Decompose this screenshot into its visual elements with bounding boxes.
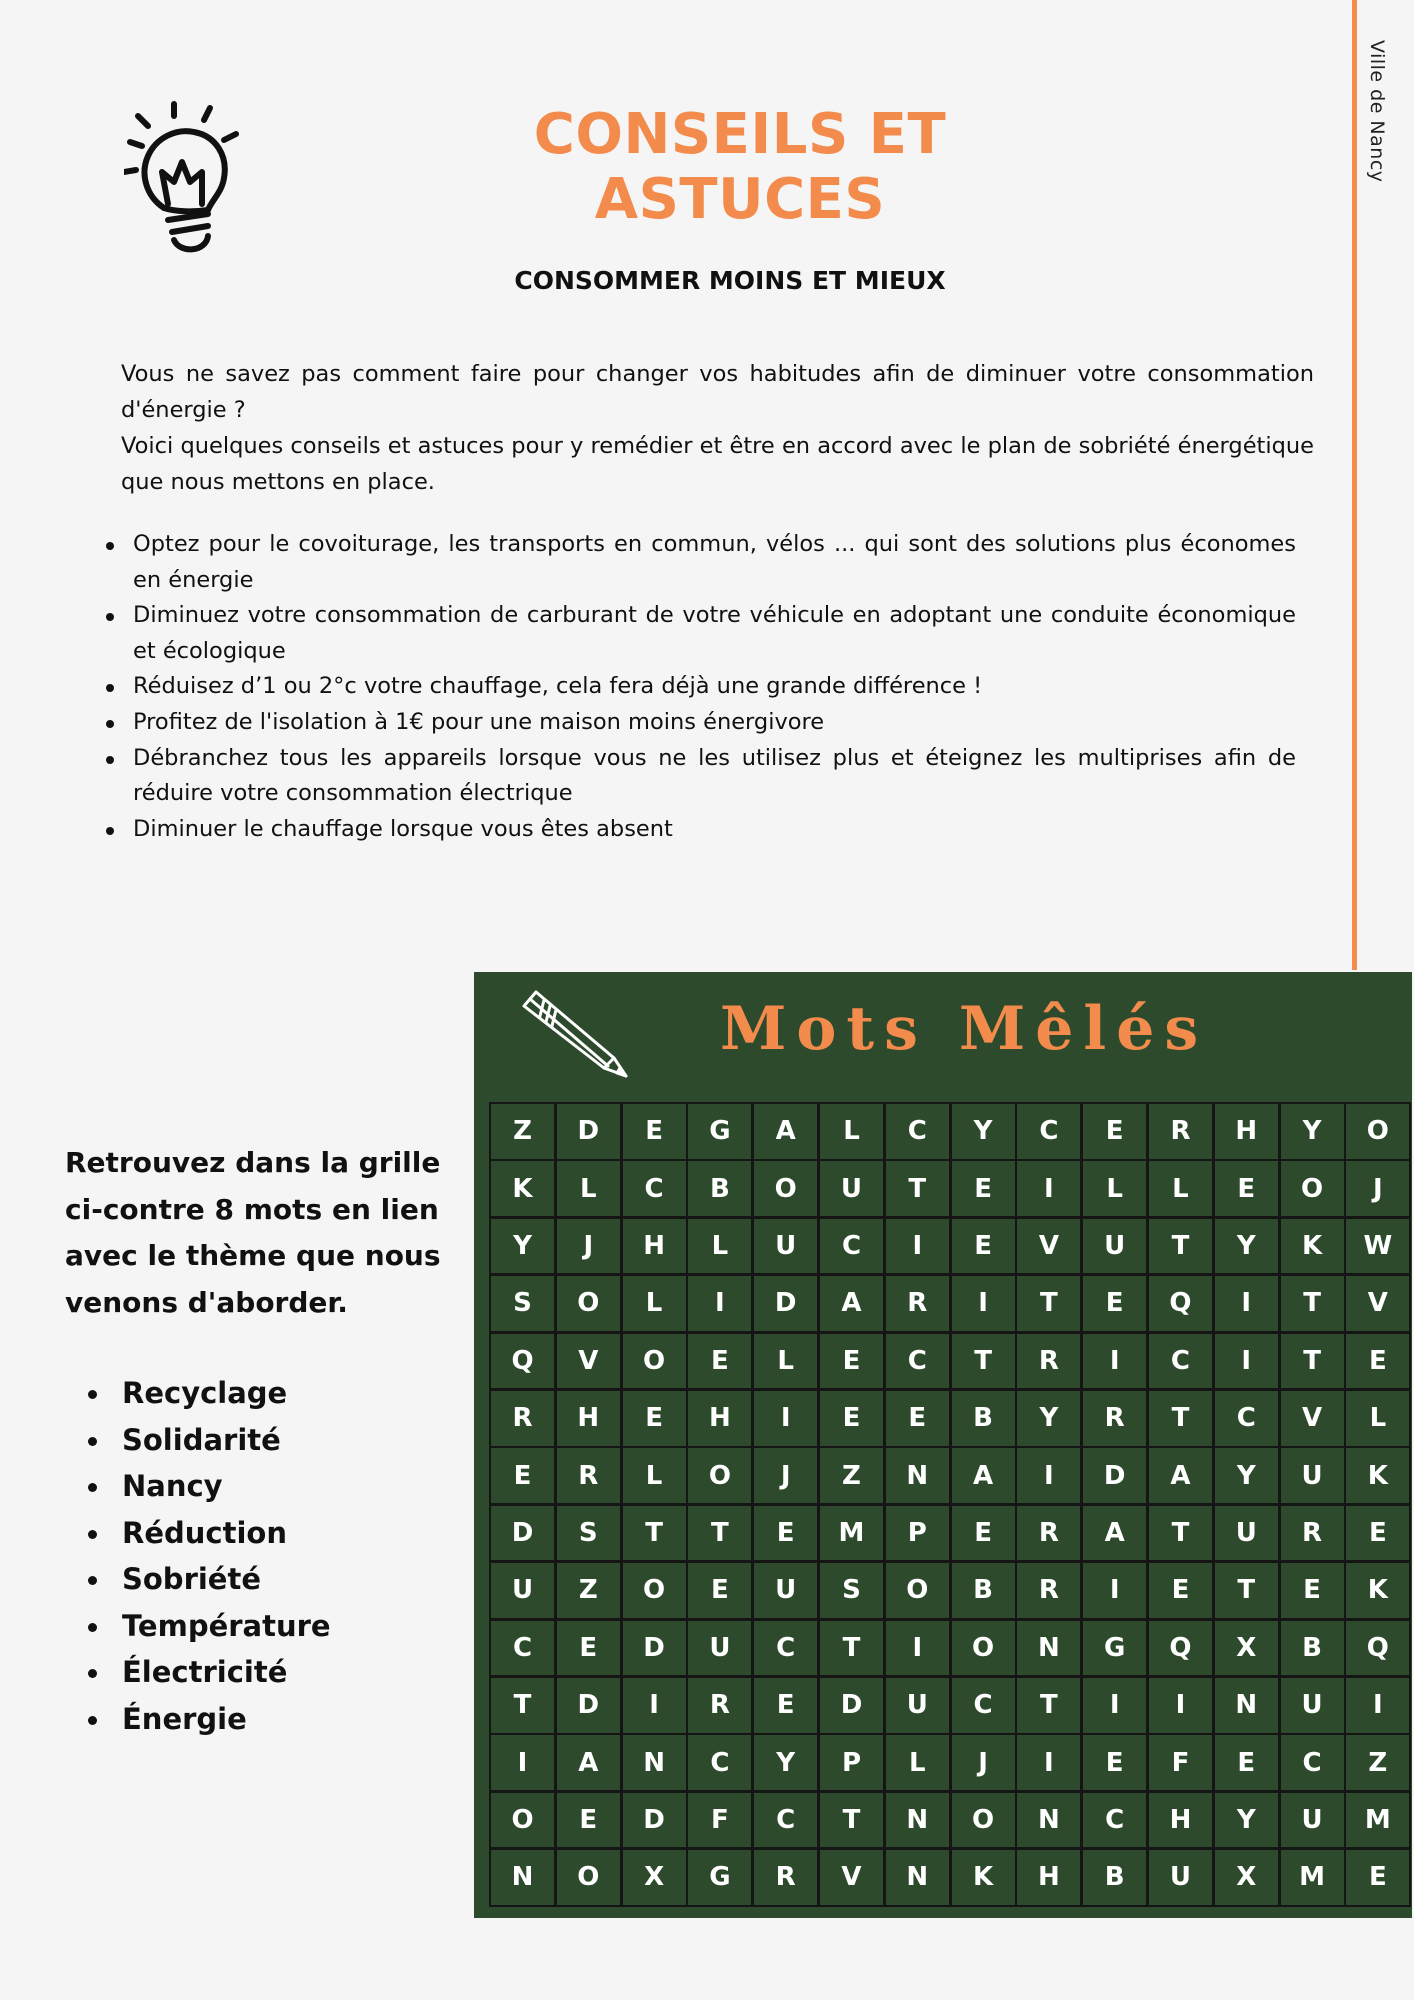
- grid-cell: E: [820, 1334, 883, 1389]
- grid-cell: N: [1017, 1621, 1080, 1676]
- grid-cell: E: [557, 1621, 620, 1676]
- grid-cell: U: [1281, 1793, 1344, 1848]
- grid-cell: U: [1149, 1850, 1212, 1905]
- tips-list: [100, 527, 1296, 847]
- grid-cell: L: [1346, 1391, 1409, 1446]
- grid-cell: T: [1281, 1276, 1344, 1331]
- grid-cell: E: [1083, 1735, 1146, 1790]
- grid-cell: L: [623, 1448, 686, 1503]
- grid-cell: U: [688, 1621, 751, 1676]
- word-list-item: Énergie: [88, 1696, 331, 1743]
- grid-cell: I: [754, 1391, 817, 1446]
- grid-cell: C: [1215, 1391, 1278, 1446]
- grid-cell: O: [1281, 1161, 1344, 1216]
- grid-cell: O: [623, 1563, 686, 1618]
- grid-cell: I: [886, 1219, 949, 1274]
- grid-cell: K: [952, 1850, 1015, 1905]
- grid-cell: E: [820, 1391, 883, 1446]
- grid-cell: H: [1215, 1104, 1278, 1159]
- grid-cell: V: [1281, 1391, 1344, 1446]
- grid-cell: V: [1017, 1219, 1080, 1274]
- grid-cell: T: [820, 1793, 883, 1848]
- grid-cell: K: [491, 1161, 554, 1216]
- grid-cell: A: [754, 1104, 817, 1159]
- grid-cell: T: [623, 1506, 686, 1561]
- grid-cell: C: [820, 1219, 883, 1274]
- grid-cell: F: [688, 1793, 751, 1848]
- grid-cell: D: [557, 1104, 620, 1159]
- grid-cell: I: [1215, 1334, 1278, 1389]
- grid-cell: M: [820, 1506, 883, 1561]
- grid-cell: E: [754, 1678, 817, 1733]
- section-subtitle: CONSOMMER MOINS ET MIEUX: [514, 266, 946, 295]
- grid-cell: U: [1281, 1448, 1344, 1503]
- grid-cell: L: [623, 1276, 686, 1331]
- grid-cell: D: [754, 1276, 817, 1331]
- grid-cell: S: [557, 1506, 620, 1561]
- grid-cell: I: [1215, 1276, 1278, 1331]
- grid-cell: Y: [1281, 1104, 1344, 1159]
- grid-cell: U: [754, 1219, 817, 1274]
- grid-cell: A: [1149, 1448, 1212, 1503]
- word-list-item: Sobriété: [88, 1556, 331, 1603]
- grid-cell: S: [820, 1563, 883, 1618]
- grid-cell: J: [952, 1735, 1015, 1790]
- word-list-item: Réduction: [88, 1510, 331, 1557]
- word-search-grid: [489, 1102, 1411, 1907]
- grid-cell: U: [1215, 1506, 1278, 1561]
- grid-cell: T: [1281, 1334, 1344, 1389]
- grid-cell: C: [688, 1735, 751, 1790]
- grid-cell: T: [1149, 1391, 1212, 1446]
- grid-cell: C: [1083, 1793, 1146, 1848]
- grid-cell: C: [1149, 1334, 1212, 1389]
- grid-cell: E: [688, 1334, 751, 1389]
- grid-cell: H: [1017, 1850, 1080, 1905]
- grid-cell: L: [820, 1104, 883, 1159]
- grid-cell: O: [886, 1563, 949, 1618]
- grid-cell: Z: [1346, 1735, 1409, 1790]
- grid-cell: J: [557, 1219, 620, 1274]
- grid-cell: H: [688, 1391, 751, 1446]
- word-list-item: Solidarité: [88, 1417, 331, 1464]
- grid-cell: I: [688, 1276, 751, 1331]
- grid-cell: N: [886, 1850, 949, 1905]
- grid-cell: N: [886, 1448, 949, 1503]
- grid-cell: I: [1017, 1161, 1080, 1216]
- grid-cell: O: [557, 1276, 620, 1331]
- grid-cell: I: [886, 1621, 949, 1676]
- grid-cell: G: [1083, 1621, 1146, 1676]
- grid-cell: E: [952, 1219, 1015, 1274]
- grid-cell: Y: [952, 1104, 1015, 1159]
- grid-cell: B: [1083, 1850, 1146, 1905]
- grid-cell: I: [1149, 1678, 1212, 1733]
- grid-cell: Y: [1215, 1448, 1278, 1503]
- grid-cell: Y: [754, 1735, 817, 1790]
- grid-cell: I: [1017, 1448, 1080, 1503]
- grid-cell: E: [952, 1506, 1015, 1561]
- grid-cell: L: [1083, 1161, 1146, 1216]
- grid-cell: M: [1346, 1793, 1409, 1848]
- grid-cell: I: [1346, 1678, 1409, 1733]
- grid-cell: B: [688, 1161, 751, 1216]
- grid-cell: P: [820, 1735, 883, 1790]
- grid-cell: O: [491, 1793, 554, 1848]
- grid-cell: E: [623, 1104, 686, 1159]
- tip-item: Débranchez tous les appareils lorsque vous ne les utilisez plus et éteignez les multiprises afin de réduire votre consommation électrique: [100, 741, 1296, 812]
- grid-cell: Q: [1149, 1621, 1212, 1676]
- grid-cell: E: [557, 1793, 620, 1848]
- grid-cell: K: [1281, 1219, 1344, 1274]
- lightbulb-icon: [124, 100, 250, 256]
- grid-cell: R: [886, 1276, 949, 1331]
- grid-cell: J: [1346, 1161, 1409, 1216]
- grid-cell: I: [491, 1735, 554, 1790]
- pencil-icon: [516, 986, 632, 1082]
- grid-cell: H: [557, 1391, 620, 1446]
- grid-cell: E: [1083, 1104, 1146, 1159]
- grid-cell: K: [1346, 1448, 1409, 1503]
- grid-cell: D: [557, 1678, 620, 1733]
- grid-cell: O: [623, 1334, 686, 1389]
- grid-cell: U: [886, 1678, 949, 1733]
- grid-cell: L: [886, 1735, 949, 1790]
- tip-item: Optez pour le covoiturage, les transports en commun, vélos ... qui sont des solutions plus économes en énergie: [100, 527, 1296, 598]
- grid-cell: C: [886, 1104, 949, 1159]
- grid-cell: O: [1346, 1104, 1409, 1159]
- grid-cell: U: [754, 1563, 817, 1618]
- grid-cell: B: [952, 1391, 1015, 1446]
- grid-cell: N: [623, 1735, 686, 1790]
- grid-cell: R: [1017, 1334, 1080, 1389]
- grid-cell: C: [952, 1678, 1015, 1733]
- word-list: [88, 1370, 331, 1742]
- grid-cell: O: [952, 1793, 1015, 1848]
- grid-cell: R: [1083, 1391, 1146, 1446]
- grid-cell: T: [1149, 1506, 1212, 1561]
- grid-cell: E: [1215, 1161, 1278, 1216]
- grid-cell: C: [754, 1621, 817, 1676]
- grid-cell: Y: [1017, 1391, 1080, 1446]
- grid-cell: X: [623, 1850, 686, 1905]
- grid-cell: R: [1017, 1506, 1080, 1561]
- grid-cell: C: [1281, 1735, 1344, 1790]
- intro-paragraph: Voici quelques conseils et astuces pour y remédier et être en accord avec le plan de sobriété énergétique que nous mettons en place.: [121, 433, 1314, 495]
- grid-cell: R: [1149, 1104, 1212, 1159]
- grid-cell: R: [1017, 1563, 1080, 1618]
- grid-cell: A: [952, 1448, 1015, 1503]
- grid-cell: T: [952, 1334, 1015, 1389]
- grid-cell: E: [623, 1391, 686, 1446]
- grid-cell: X: [1215, 1621, 1278, 1676]
- grid-cell: O: [754, 1161, 817, 1216]
- grid-cell: A: [1083, 1506, 1146, 1561]
- grid-cell: E: [688, 1563, 751, 1618]
- grid-cell: Q: [1346, 1621, 1409, 1676]
- grid-cell: D: [820, 1678, 883, 1733]
- grid-cell: U: [1083, 1219, 1146, 1274]
- grid-cell: I: [1083, 1563, 1146, 1618]
- grid-cell: D: [1083, 1448, 1146, 1503]
- grid-cell: N: [886, 1793, 949, 1848]
- grid-cell: A: [820, 1276, 883, 1331]
- word-list-item: Température: [88, 1603, 331, 1650]
- grid-cell: M: [1281, 1850, 1344, 1905]
- grid-cell: H: [1149, 1793, 1212, 1848]
- grid-cell: L: [754, 1334, 817, 1389]
- grid-cell: I: [1083, 1678, 1146, 1733]
- grid-cell: T: [886, 1161, 949, 1216]
- grid-cell: C: [886, 1334, 949, 1389]
- grid-cell: I: [1017, 1735, 1080, 1790]
- grid-cell: D: [491, 1506, 554, 1561]
- grid-cell: U: [1281, 1678, 1344, 1733]
- grid-cell: E: [491, 1448, 554, 1503]
- grid-cell: E: [886, 1391, 949, 1446]
- grid-cell: U: [820, 1161, 883, 1216]
- grid-cell: R: [688, 1678, 751, 1733]
- grid-cell: T: [1017, 1276, 1080, 1331]
- grid-cell: F: [1149, 1735, 1212, 1790]
- puzzle-instructions: Retrouvez dans la grille ci-contre 8 mots en lien avec le thème que nous venons d'aborder.: [65, 1146, 441, 1319]
- grid-cell: E: [1346, 1506, 1409, 1561]
- grid-cell: Y: [1215, 1793, 1278, 1848]
- grid-cell: X: [1215, 1850, 1278, 1905]
- grid-cell: U: [491, 1563, 554, 1618]
- grid-cell: H: [623, 1219, 686, 1274]
- side-label-text: Ville de Nancy: [1366, 40, 1388, 183]
- grid-cell: L: [688, 1219, 751, 1274]
- grid-cell: L: [1149, 1161, 1212, 1216]
- grid-cell: G: [688, 1104, 751, 1159]
- grid-cell: D: [623, 1793, 686, 1848]
- grid-cell: E: [1346, 1334, 1409, 1389]
- word-list-item: Recyclage: [88, 1370, 331, 1417]
- grid-cell: C: [754, 1793, 817, 1848]
- grid-cell: S: [491, 1276, 554, 1331]
- grid-cell: O: [952, 1621, 1015, 1676]
- tip-item: Réduisez d’1 ou 2°c votre chauffage, cela fera déjà une grande différence !: [100, 669, 1296, 705]
- grid-cell: P: [886, 1506, 949, 1561]
- grid-cell: E: [1346, 1850, 1409, 1905]
- grid-cell: E: [754, 1506, 817, 1561]
- grid-cell: I: [1083, 1334, 1146, 1389]
- grid-cell: E: [1149, 1563, 1212, 1618]
- grid-cell: T: [688, 1506, 751, 1561]
- grid-cell: Y: [1215, 1219, 1278, 1274]
- grid-cell: V: [820, 1850, 883, 1905]
- grid-cell: N: [1215, 1678, 1278, 1733]
- side-accent-rule: [1352, 0, 1357, 970]
- grid-cell: E: [1083, 1276, 1146, 1331]
- grid-cell: Q: [1149, 1276, 1212, 1331]
- puzzle-title: Mots Mêlés: [720, 994, 1209, 1064]
- grid-cell: N: [1017, 1793, 1080, 1848]
- tip-item: Profitez de l'isolation à 1€ pour une maison moins énergivore: [100, 705, 1296, 741]
- page-title: CONSEILS ET ASTUCES: [533, 102, 947, 232]
- grid-cell: R: [754, 1850, 817, 1905]
- grid-cell: Z: [491, 1104, 554, 1159]
- grid-cell: C: [623, 1161, 686, 1216]
- grid-cell: E: [1215, 1735, 1278, 1790]
- grid-cell: V: [557, 1334, 620, 1389]
- grid-cell: V: [1346, 1276, 1409, 1331]
- grid-cell: I: [952, 1276, 1015, 1331]
- word-list-item: Nancy: [88, 1463, 331, 1510]
- grid-cell: N: [491, 1850, 554, 1905]
- grid-cell: W: [1346, 1219, 1409, 1274]
- grid-cell: C: [1017, 1104, 1080, 1159]
- grid-cell: R: [1281, 1506, 1344, 1561]
- grid-cell: A: [557, 1735, 620, 1790]
- grid-cell: G: [688, 1850, 751, 1905]
- tip-item: Diminuez votre consommation de carburant de votre véhicule en adoptant une conduite économique et écologique: [100, 598, 1296, 669]
- grid-cell: Q: [491, 1334, 554, 1389]
- grid-cell: R: [491, 1391, 554, 1446]
- intro-paragraph: Vous ne savez pas comment faire pour changer vos habitudes afin de diminuer votre consommation d'énergie ?: [121, 361, 1314, 423]
- grid-cell: T: [820, 1621, 883, 1676]
- grid-cell: L: [557, 1161, 620, 1216]
- side-label: [1366, 40, 1406, 200]
- grid-cell: Z: [557, 1563, 620, 1618]
- grid-cell: C: [491, 1621, 554, 1676]
- grid-cell: T: [1149, 1219, 1212, 1274]
- grid-cell: E: [1281, 1563, 1344, 1618]
- grid-cell: T: [1215, 1563, 1278, 1618]
- grid-cell: K: [1346, 1563, 1409, 1618]
- grid-cell: O: [688, 1448, 751, 1503]
- grid-cell: T: [1017, 1678, 1080, 1733]
- grid-cell: Z: [820, 1448, 883, 1503]
- grid-cell: E: [952, 1161, 1015, 1216]
- grid-cell: I: [623, 1678, 686, 1733]
- grid-cell: B: [1281, 1621, 1344, 1676]
- grid-cell: J: [754, 1448, 817, 1503]
- grid-cell: O: [557, 1850, 620, 1905]
- grid-cell: R: [557, 1448, 620, 1503]
- tip-item: Diminuer le chauffage lorsque vous êtes absent: [100, 812, 1296, 848]
- intro-text: [121, 356, 1314, 500]
- grid-cell: D: [623, 1621, 686, 1676]
- grid-cell: B: [952, 1563, 1015, 1618]
- grid-cell: T: [491, 1678, 554, 1733]
- word-list-item: Électricité: [88, 1649, 331, 1696]
- grid-cell: Y: [491, 1219, 554, 1274]
